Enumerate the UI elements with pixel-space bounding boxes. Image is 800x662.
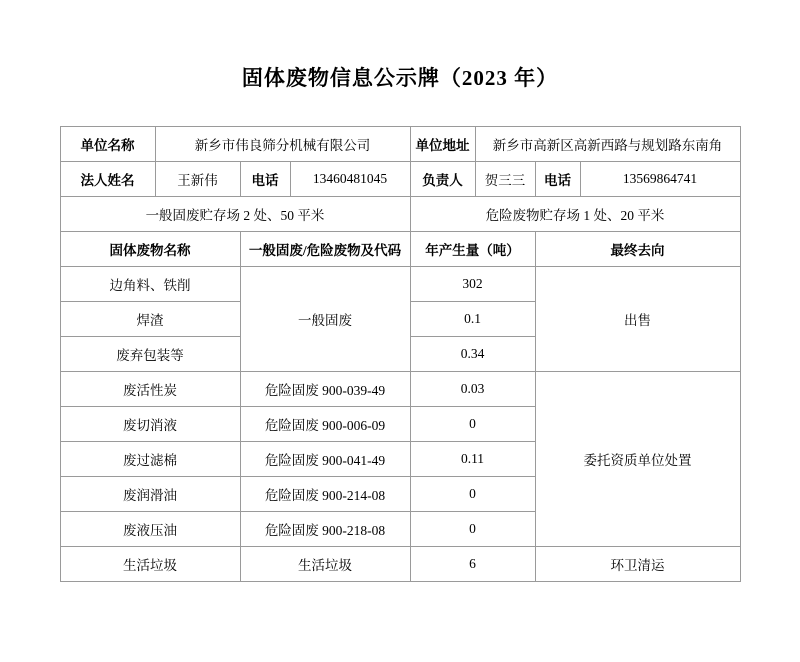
waste-code: 危险固废 900-214-08 <box>240 477 410 512</box>
waste-amount: 0 <box>410 407 535 442</box>
waste-code: 危险固废 900-039-49 <box>240 372 410 407</box>
table-row <box>60 162 740 197</box>
waste-name: 废弃包装等 <box>60 337 240 372</box>
label-unit-name: 单位名称 <box>60 127 155 162</box>
waste-amount: 6 <box>410 547 535 582</box>
table-row <box>60 197 740 232</box>
waste-code: 危险固废 900-218-08 <box>240 512 410 547</box>
waste-name: 废液压油 <box>60 512 240 547</box>
label-phone-1: 电话 <box>240 162 290 197</box>
waste-name: 废过滤棉 <box>60 442 240 477</box>
table-header-row <box>60 232 740 267</box>
waste-destination: 出售 <box>535 267 740 372</box>
table-row <box>60 127 740 162</box>
waste-amount: 0 <box>410 477 535 512</box>
value-phone-2: 13569864741 <box>580 162 740 197</box>
value-unit-address: 新乡市高新区高新西路与规划路东南角 <box>475 127 740 162</box>
header-waste-code: 一般固废/危险废物及代码 <box>240 232 410 267</box>
value-responsible-person: 贺三三 <box>475 162 535 197</box>
header-waste-name: 固体废物名称 <box>60 232 240 267</box>
hazardous-waste-storage: 危险废物贮存场 1 处、20 平米 <box>410 197 740 232</box>
value-legal-person: 王新伟 <box>155 162 240 197</box>
waste-code: 生活垃圾 <box>240 547 410 582</box>
waste-name: 废切消液 <box>60 407 240 442</box>
waste-amount: 0 <box>410 512 535 547</box>
solid-waste-info-table <box>60 126 741 582</box>
general-waste-storage: 一般固废贮存场 2 处、50 平米 <box>60 197 410 232</box>
table-row <box>60 267 740 302</box>
label-responsible-person: 负责人 <box>410 162 475 197</box>
waste-name: 废活性炭 <box>60 372 240 407</box>
table-row <box>60 372 740 407</box>
waste-name: 边角料、铁削 <box>60 267 240 302</box>
page-title: 固体废物信息公示牌（2023 年） <box>241 66 559 90</box>
label-legal-person: 法人姓名 <box>60 162 155 197</box>
waste-amount: 0.03 <box>410 372 535 407</box>
waste-code: 危险固废 900-006-09 <box>240 407 410 442</box>
waste-name: 废润滑油 <box>60 477 240 512</box>
header-annual-amount: 年产生量（吨） <box>410 232 535 267</box>
public-notice-page <box>0 62 800 662</box>
waste-destination: 环卫清运 <box>535 547 740 582</box>
table-row <box>60 547 740 582</box>
value-phone-1: 13460481045 <box>290 162 410 197</box>
label-phone-2: 电话 <box>535 162 580 197</box>
waste-name: 焊渣 <box>60 302 240 337</box>
waste-amount: 0.34 <box>410 337 535 372</box>
label-unit-address: 单位地址 <box>410 127 475 162</box>
waste-amount: 0.11 <box>410 442 535 477</box>
waste-amount: 302 <box>410 267 535 302</box>
value-unit-name: 新乡市伟良筛分机械有限公司 <box>155 127 410 162</box>
waste-amount: 0.1 <box>410 302 535 337</box>
header-destination: 最终去向 <box>535 232 740 267</box>
waste-code: 危险固废 900-041-49 <box>240 442 410 477</box>
waste-destination: 委托资质单位处置 <box>535 372 740 547</box>
waste-name: 生活垃圾 <box>60 547 240 582</box>
waste-code: 一般固废 <box>240 267 410 372</box>
